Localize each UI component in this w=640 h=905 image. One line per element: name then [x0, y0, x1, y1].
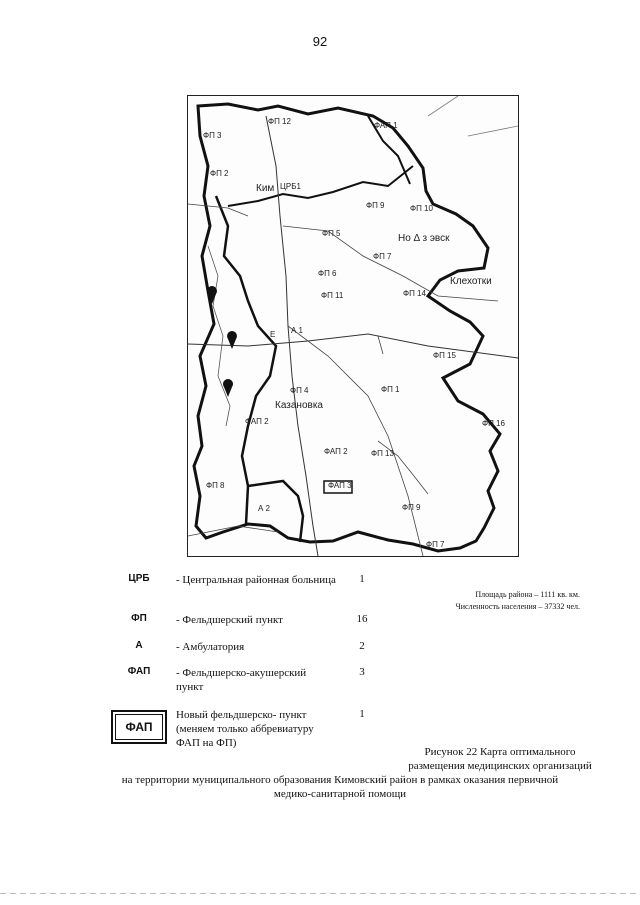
- map-label-a1: А 1: [291, 326, 304, 335]
- map-label-fp12: ФП 12: [268, 117, 291, 126]
- road-1: [188, 334, 518, 358]
- new-fap-legend-symbol: ФАП: [111, 710, 167, 744]
- legend-count-2: 2: [359, 640, 365, 652]
- page-number: 92: [312, 34, 328, 49]
- figure-caption-line-2: размещения медицинских организаций: [408, 760, 592, 772]
- figure-caption-line-1: Рисунок 22 Карта оптимального: [424, 746, 576, 758]
- road-6: [188, 204, 248, 216]
- map-label-ep: Е: [270, 330, 276, 339]
- map-label-fp7a: ФП 7: [373, 252, 392, 261]
- footer-divider: [0, 893, 640, 894]
- legend-symbol-2: А: [135, 640, 143, 651]
- map-label-fap3: ФАП 3: [328, 481, 352, 490]
- map-label-fap1: ФАП 1: [374, 121, 398, 130]
- inner-boundary-west: [216, 196, 276, 524]
- legend-description-1: - Фельдшерский пункт: [176, 614, 283, 626]
- map-drawing: [188, 96, 518, 556]
- new-fap-legend-count: 1: [359, 708, 365, 720]
- map-label-fp7b: ФП 7: [426, 540, 445, 549]
- legend-symbol-0: ЦРБ: [128, 573, 150, 584]
- legend-symbol-1: ФП: [131, 613, 147, 624]
- map-label-fp3: ФП 3: [203, 131, 222, 140]
- map-pin: [227, 331, 237, 349]
- map-pin: [223, 379, 233, 397]
- river: [208, 246, 230, 426]
- legend-description-3: - Фельдшерско-акушерский пункт: [176, 667, 307, 693]
- map-label-fp14: ФП 14: [403, 289, 426, 298]
- map-label-a2: А 2: [258, 504, 271, 513]
- map-label-fp1: ФП 1: [381, 385, 400, 394]
- legend-description-0: - Центральная районная больница: [176, 574, 336, 586]
- district-area: Площадь района – 1111 кв. км.: [475, 590, 580, 599]
- map-label-kazanovka: Казановка: [275, 400, 323, 411]
- road-4: [283, 226, 498, 301]
- map-label-fp2: ФП 2: [210, 169, 229, 178]
- road-3: [288, 326, 423, 556]
- legend-description-2: - Амбулатория: [176, 641, 245, 653]
- map-label-fp9: ФП 9: [366, 201, 385, 210]
- map-label-fap2: ФАП 2: [245, 417, 269, 426]
- legend-count-0: 1: [359, 573, 365, 585]
- map-label-fp6: ФП 6: [318, 269, 337, 278]
- figure-caption-line-4: медико-санитарной помощи: [273, 788, 407, 800]
- map-label-fp8: ФП 8: [206, 481, 225, 490]
- legend-count-3: 3: [359, 666, 365, 678]
- new-fap-legend-description: Новый фельдшерско- пункт (меняем только аббревиатуру ФАП на ФП): [176, 709, 314, 749]
- map-label-fap2b: ФАП 2: [324, 447, 348, 456]
- map-label-fp10: ФП 10: [410, 204, 433, 213]
- road-8: [378, 336, 383, 354]
- map-label-fp13: ФП 13: [371, 449, 394, 458]
- district-population: Численность населения – 37332 чел.: [455, 602, 580, 611]
- map-label-kimovsk: Ким: [256, 183, 275, 194]
- map-label-fp4: ФП 4: [290, 386, 309, 395]
- district-map: [187, 95, 519, 557]
- map-label-fp16: ФП 16: [482, 419, 505, 428]
- map-label-novougolsk: Но Δ з эвск: [398, 233, 450, 244]
- map-label-fp11: ФП 11: [321, 291, 344, 300]
- map-label-fp9b: ФП 9: [402, 503, 421, 512]
- figure-caption-line-3: на территории муниципального образования Кимовский район в рамках оказания первичной: [121, 774, 559, 786]
- inner-boundary-south: [248, 481, 303, 542]
- legend-count-1: 16: [356, 613, 368, 625]
- map-label-fp15: ФП 15: [433, 351, 456, 360]
- legend-symbol-3: ФАП: [127, 666, 151, 677]
- map-label-crb: ЦРБ1: [280, 182, 301, 191]
- road-9: [428, 96, 518, 136]
- map-label-klekotki: Клехотки: [450, 276, 492, 287]
- map-label-fp5: ФП 5: [322, 229, 341, 238]
